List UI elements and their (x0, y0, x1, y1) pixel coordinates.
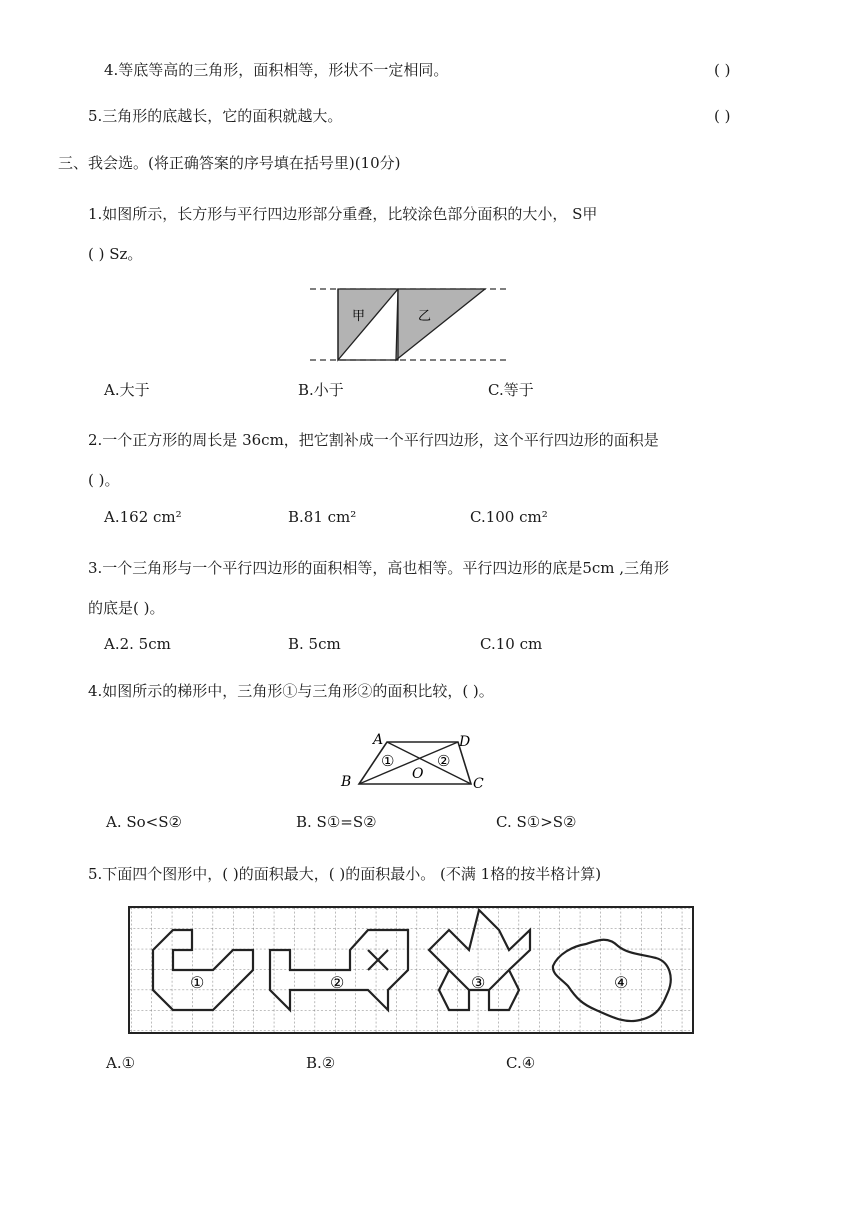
c2-option-a[interactable]: A.162 cm² (104, 508, 182, 526)
c5-grid-figure (128, 906, 694, 1034)
c3-option-b[interactable]: B. 5cm (288, 635, 341, 653)
c2-question-line2: ( )。 (88, 471, 120, 489)
c1-label-jia: 甲 (352, 309, 366, 324)
c1-label-yi: 乙 (418, 309, 432, 324)
judge-q4-text: 4.等底等高的三角形，面积相等，形状不一定相同。 (104, 61, 449, 79)
c3-option-c[interactable]: C.10 cm (480, 635, 543, 653)
section-title: 三、我会选。(将正确答案的序号填在括号里)(10分) (58, 154, 401, 172)
c4-triangle-1-label: ① (381, 752, 395, 770)
c2-option-c[interactable]: C.100 cm² (470, 508, 548, 526)
c4-trapezoid-figure (335, 728, 495, 796)
c4-label-b: B (341, 774, 352, 790)
judge-q4-paren[interactable]: ( ) (714, 61, 731, 79)
c4-option-a[interactable]: A. So<S② (106, 813, 182, 831)
c1-option-c[interactable]: C.等于 (488, 381, 534, 399)
c4-label-o: O (412, 766, 424, 782)
c3-question-line1: 3.一个三角形与一个平行四边形的面积相等，高也相等。平行四边形的底是5cm ,三角形 (88, 559, 670, 577)
c4-option-c[interactable]: C. S①>S② (496, 813, 577, 831)
c1-option-b[interactable]: B.小于 (298, 381, 344, 399)
c3-question-line2: 的底是( )。 (88, 599, 165, 617)
c5-label-2: ② (330, 973, 345, 992)
c5-label-3: ③ (471, 973, 486, 992)
c3-option-a[interactable]: A.2. 5cm (104, 635, 171, 653)
c2-question-line1: 2.一个正方形的周长是 36cm，把它割补成一个平行四边形，这个平行四边形的面积是 (88, 431, 659, 449)
c4-label-a: A (373, 732, 384, 748)
judge-q5-text: 5.三角形的底越长，它的面积就越大。 (88, 107, 343, 125)
c5-option-a[interactable]: A.① (106, 1054, 136, 1072)
c5-label-4: ④ (614, 973, 629, 992)
c5-question-line1: 5.下面四个图形中，( )的面积最大，( )的面积最小。 (不满 1格的按半格计算) (88, 865, 602, 883)
c1-option-a[interactable]: A.大于 (104, 381, 150, 399)
c4-question-line1: 4.如图所示的梯形中，三角形①与三角形②的面积比较，( )。 (88, 682, 494, 700)
c2-option-b[interactable]: B.81 cm² (288, 508, 357, 526)
c5-label-1: ① (190, 973, 205, 992)
c4-option-b[interactable]: B. S①=S② (296, 813, 377, 831)
c5-option-b[interactable]: B.② (306, 1054, 336, 1072)
c1-figure (300, 280, 520, 370)
judge-q5-paren[interactable]: ( ) (714, 107, 731, 125)
c1-question-line1: 1.如图所示，长方形与平行四边形部分重叠，比较涂色部分面积的大小， S甲 (88, 205, 598, 223)
c4-label-c: C (473, 776, 484, 792)
c1-question-line2: ( ) Sz。 (88, 245, 143, 263)
c5-option-c[interactable]: C.④ (506, 1054, 536, 1072)
c4-label-d: D (459, 734, 471, 750)
c4-triangle-2-label: ② (437, 752, 451, 770)
